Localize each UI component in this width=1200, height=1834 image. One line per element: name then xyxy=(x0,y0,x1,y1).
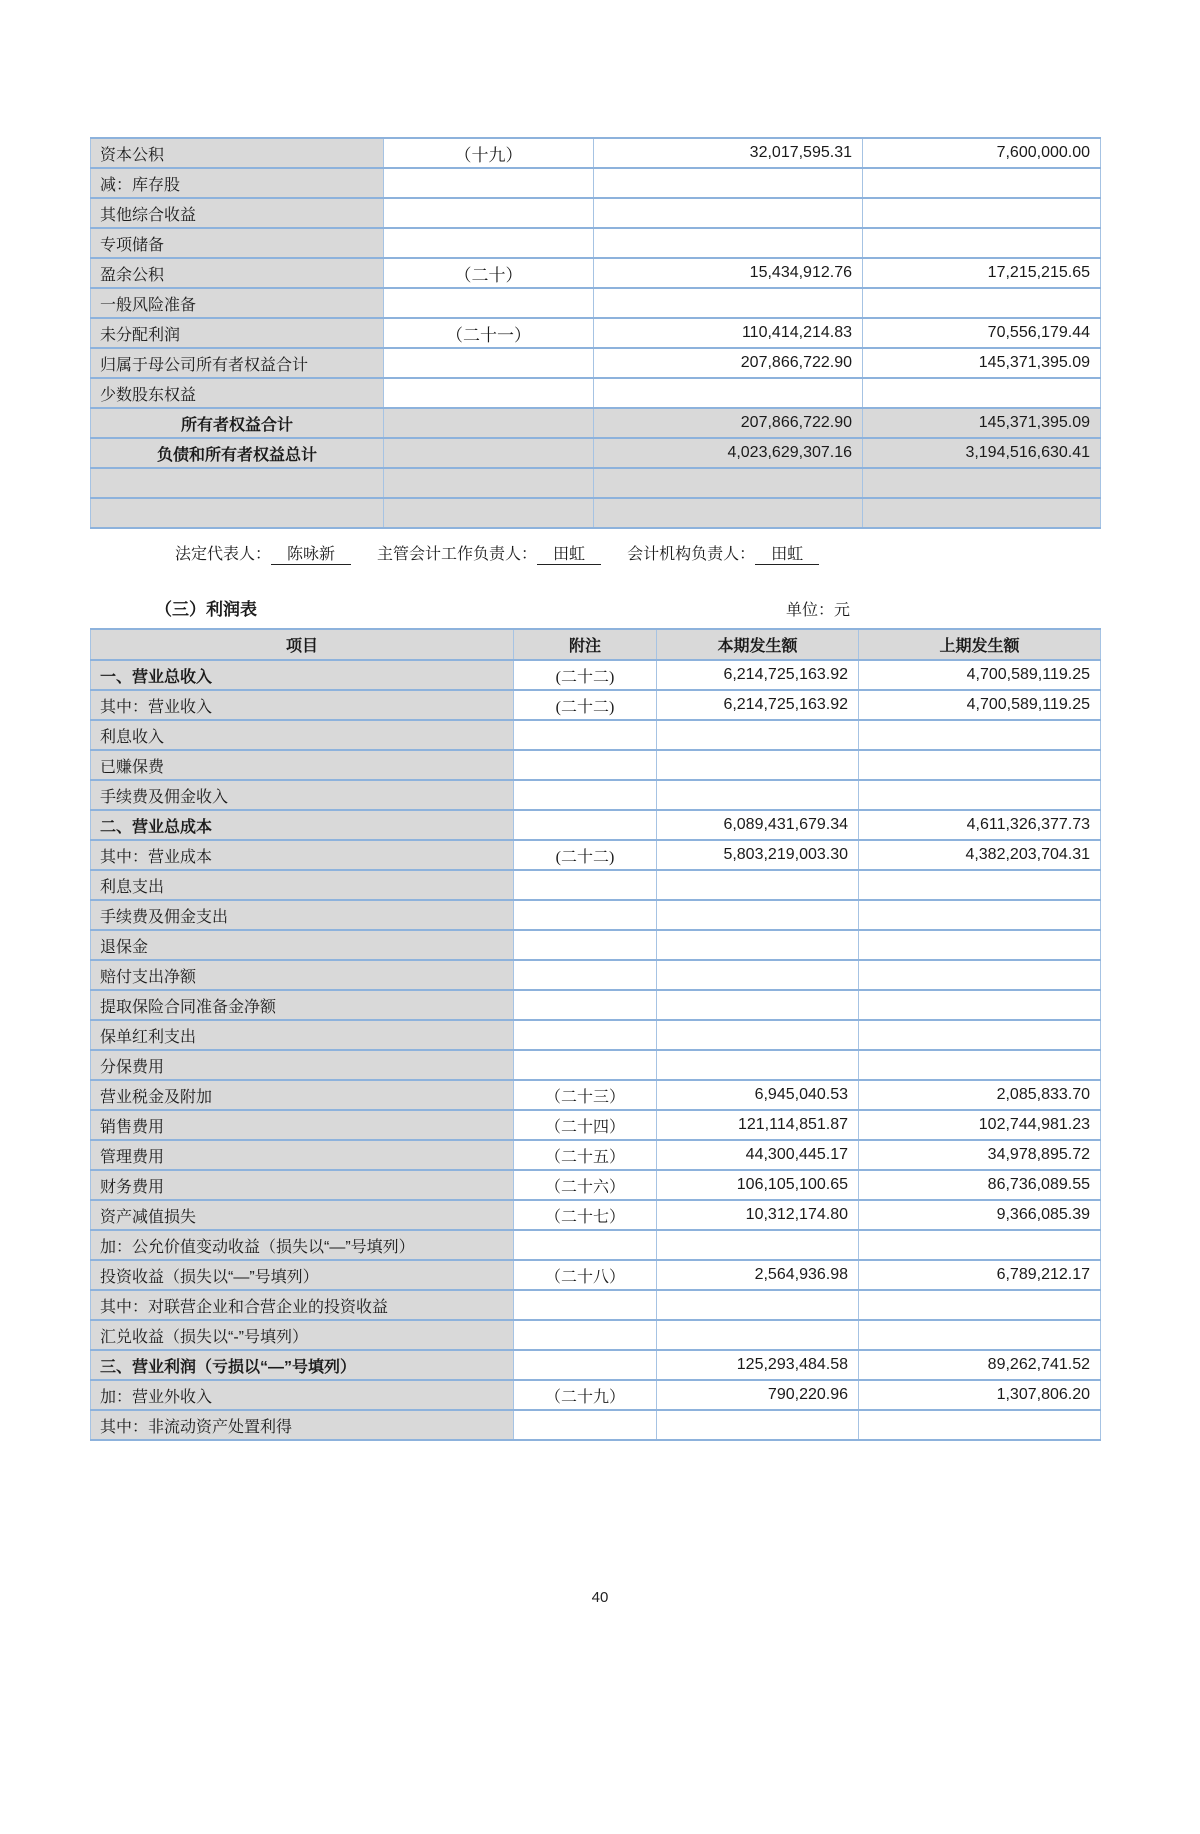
prior-amount-cell: 17,215,215.65 xyxy=(863,258,1101,288)
item-cell: 少数股东权益 xyxy=(91,378,384,408)
table-row xyxy=(91,1020,1101,1050)
current-amount-cell: 110,414,214.83 xyxy=(594,318,863,348)
item-cell: 利息支出 xyxy=(91,870,514,900)
prior-amount-cell: 102,744,981.23 xyxy=(859,1110,1101,1140)
current-amount-cell xyxy=(657,1050,859,1080)
table-row xyxy=(91,960,1101,990)
note-cell: （二十七） xyxy=(514,1200,657,1230)
signature-name: 田虹 xyxy=(755,541,819,565)
item-cell: 提取保险合同准备金净额 xyxy=(91,990,514,1020)
prior-amount-cell: 4,382,203,704.31 xyxy=(859,840,1101,870)
prior-amount-cell xyxy=(863,228,1101,258)
prior-amount-cell: 4,611,326,377.73 xyxy=(859,810,1101,840)
table-row xyxy=(91,1110,1101,1140)
note-cell xyxy=(384,498,594,528)
table-row xyxy=(91,870,1101,900)
item-cell: 资产减值损失 xyxy=(91,1200,514,1230)
table-row xyxy=(91,1170,1101,1200)
note-cell xyxy=(514,1230,657,1260)
item-cell: 二、营业总成本 xyxy=(91,810,514,840)
prior-amount-cell: 34,978,895.72 xyxy=(859,1140,1101,1170)
current-amount-cell: 790,220.96 xyxy=(657,1380,859,1410)
current-amount-cell xyxy=(657,990,859,1020)
prior-amount-cell: 7,600,000.00 xyxy=(863,138,1101,168)
table-row xyxy=(91,1320,1101,1350)
table-row xyxy=(91,690,1101,720)
prior-amount-cell xyxy=(859,1230,1101,1260)
current-amount-cell: 5,803,219,003.30 xyxy=(657,840,859,870)
prior-amount-cell: 86,736,089.55 xyxy=(859,1170,1101,1200)
prior-amount-cell xyxy=(863,288,1101,318)
note-cell: (二十二) xyxy=(514,660,657,690)
table-row xyxy=(91,258,1101,288)
item-cell: 未分配利润 xyxy=(91,318,384,348)
prior-amount-cell xyxy=(859,720,1101,750)
table-row xyxy=(91,318,1101,348)
item-cell: 管理费用 xyxy=(91,1140,514,1170)
table-row xyxy=(91,900,1101,930)
item-cell: 其中：非流动资产处置利得 xyxy=(91,1410,514,1440)
current-amount-cell xyxy=(657,960,859,990)
current-amount-cell: 6,945,040.53 xyxy=(657,1080,859,1110)
prior-amount-cell: 3,194,516,630.41 xyxy=(863,438,1101,468)
item-cell: 分保费用 xyxy=(91,1050,514,1080)
note-cell xyxy=(514,1050,657,1080)
prior-amount-cell: 145,371,395.09 xyxy=(863,408,1101,438)
prior-amount-cell xyxy=(859,1320,1101,1350)
income-statement-header-row xyxy=(90,595,1100,620)
current-amount-cell: 4,023,629,307.16 xyxy=(594,438,863,468)
item-cell: 减：库存股 xyxy=(91,168,384,198)
item-cell: 加：公允价值变动收益（损失以“—”号填列） xyxy=(91,1230,514,1260)
note-cell xyxy=(514,780,657,810)
signature-name: 田虹 xyxy=(537,541,601,565)
current-amount-cell: 6,089,431,679.34 xyxy=(657,810,859,840)
note-cell xyxy=(514,1320,657,1350)
item-cell: 归属于母公司所有者权益合计 xyxy=(91,348,384,378)
prior-amount-cell xyxy=(859,1290,1101,1320)
current-amount-cell: 121,114,851.87 xyxy=(657,1110,859,1140)
note-cell: （二十六） xyxy=(514,1170,657,1200)
note-cell xyxy=(384,198,594,228)
table-row xyxy=(91,1410,1101,1440)
note-cell: （十九） xyxy=(384,138,594,168)
signature-label: 法定代表人： xyxy=(175,546,272,563)
current-amount-cell xyxy=(594,198,863,228)
item-cell: 利息收入 xyxy=(91,720,514,750)
prior-amount-cell xyxy=(859,780,1101,810)
note-cell xyxy=(384,168,594,198)
note-cell xyxy=(514,960,657,990)
note-cell xyxy=(514,870,657,900)
current-amount-cell xyxy=(657,1020,859,1050)
item-cell: 其中：对联营企业和合营企业的投资收益 xyxy=(91,1290,514,1320)
item-cell: 盈余公积 xyxy=(91,258,384,288)
prior-amount-cell xyxy=(863,198,1101,228)
note-cell: （二十九） xyxy=(514,1380,657,1410)
table-row xyxy=(91,228,1101,258)
current-amount-cell: 15,434,912.76 xyxy=(594,258,863,288)
note-cell: (二十二) xyxy=(514,690,657,720)
prior-amount-cell: 4,700,589,119.25 xyxy=(859,690,1101,720)
current-amount-cell: 207,866,722.90 xyxy=(594,348,863,378)
table-row xyxy=(91,1140,1101,1170)
item-cell xyxy=(91,468,384,498)
balance-sheet-table xyxy=(90,137,1101,529)
current-amount-cell xyxy=(594,468,863,498)
note-cell xyxy=(384,468,594,498)
note-cell: （二十） xyxy=(384,258,594,288)
prior-amount-cell xyxy=(859,1410,1101,1440)
table-row xyxy=(91,408,1101,438)
prior-amount-cell xyxy=(859,1020,1101,1050)
prior-amount-cell xyxy=(863,498,1101,528)
signature-label: 会计机构负责人： xyxy=(627,546,756,563)
current-amount-cell: 207,866,722.90 xyxy=(594,408,863,438)
note-cell xyxy=(514,720,657,750)
prior-amount-cell xyxy=(863,168,1101,198)
current-amount-cell xyxy=(657,1410,859,1440)
item-cell: 销售费用 xyxy=(91,1110,514,1140)
note-cell xyxy=(514,900,657,930)
prior-amount-cell: 6,789,212.17 xyxy=(859,1260,1101,1290)
table-row xyxy=(91,1200,1101,1230)
item-cell: 资本公积 xyxy=(91,138,384,168)
note-cell: （二十一） xyxy=(384,318,594,348)
accounting-department-head xyxy=(627,541,819,565)
table-row xyxy=(91,930,1101,960)
note-cell: （二十三） xyxy=(514,1080,657,1110)
item-cell: 一般风险准备 xyxy=(91,288,384,318)
current-amount-cell: 2,564,936.98 xyxy=(657,1260,859,1290)
note-cell xyxy=(514,750,657,780)
current-amount-cell: 6,214,725,163.92 xyxy=(657,690,859,720)
column-header: 本期发生额 xyxy=(657,629,859,660)
prior-amount-cell: 1,307,806.20 xyxy=(859,1380,1101,1410)
current-amount-cell: 106,105,100.65 xyxy=(657,1170,859,1200)
item-cell: 其他综合收益 xyxy=(91,198,384,228)
prior-amount-cell: 89,262,741.52 xyxy=(859,1350,1101,1380)
item-cell: 赔付支出净额 xyxy=(91,960,514,990)
prior-amount-cell xyxy=(859,930,1101,960)
table-row xyxy=(91,138,1101,168)
signature-name: 陈咏新 xyxy=(271,541,351,565)
table-row xyxy=(91,378,1101,408)
item-cell: 保单红利支出 xyxy=(91,1020,514,1050)
current-amount-cell xyxy=(594,168,863,198)
note-cell: （二十八） xyxy=(514,1260,657,1290)
income-header-row xyxy=(91,629,1101,660)
prior-amount-cell xyxy=(863,378,1101,408)
unit-label: 单位：元 xyxy=(785,602,850,619)
prior-amount-cell: 2,085,833.70 xyxy=(859,1080,1101,1110)
note-cell xyxy=(514,930,657,960)
current-amount-cell xyxy=(657,750,859,780)
note-cell xyxy=(514,810,657,840)
table-row xyxy=(91,1290,1101,1320)
current-amount-cell xyxy=(594,228,863,258)
current-amount-cell: 10,312,174.80 xyxy=(657,1200,859,1230)
item-cell: 三、营业利润（亏损以“—”号填列） xyxy=(91,1350,514,1380)
table-row xyxy=(91,438,1101,468)
item-cell: 专项储备 xyxy=(91,228,384,258)
prior-amount-cell xyxy=(859,870,1101,900)
table-row xyxy=(91,1230,1101,1260)
table-row xyxy=(91,1350,1101,1380)
table-row xyxy=(91,1050,1101,1080)
note-cell xyxy=(384,348,594,378)
item-cell: 退保金 xyxy=(91,930,514,960)
item-cell: 其中：营业成本 xyxy=(91,840,514,870)
prior-amount-cell xyxy=(859,960,1101,990)
current-amount-cell: 125,293,484.58 xyxy=(657,1350,859,1380)
current-amount-cell: 44,300,445.17 xyxy=(657,1140,859,1170)
note-cell xyxy=(514,1350,657,1380)
item-cell: 其中：营业收入 xyxy=(91,690,514,720)
prior-amount-cell xyxy=(859,750,1101,780)
note-cell: (二十二) xyxy=(514,840,657,870)
table-row xyxy=(91,1380,1101,1410)
chief-accountant xyxy=(377,541,601,565)
current-amount-cell xyxy=(594,288,863,318)
prior-amount-cell: 70,556,179.44 xyxy=(863,318,1101,348)
current-amount-cell xyxy=(657,930,859,960)
table-row xyxy=(91,348,1101,378)
document-page xyxy=(0,137,1200,1834)
prior-amount-cell xyxy=(859,900,1101,930)
item-cell: 投资收益（损失以“—”号填列） xyxy=(91,1260,514,1290)
note-cell: （二十五） xyxy=(514,1140,657,1170)
note-cell: （二十四） xyxy=(514,1110,657,1140)
note-cell xyxy=(384,378,594,408)
income-statement-table xyxy=(90,628,1101,1441)
note-cell xyxy=(514,1020,657,1050)
prior-amount-cell: 4,700,589,119.25 xyxy=(859,660,1101,690)
item-cell: 手续费及佣金收入 xyxy=(91,780,514,810)
item-cell: 所有者权益合计 xyxy=(91,408,384,438)
table-row xyxy=(91,198,1101,228)
current-amount-cell xyxy=(657,1290,859,1320)
note-cell xyxy=(384,228,594,258)
current-amount-cell: 6,214,725,163.92 xyxy=(657,660,859,690)
item-cell: 汇兑收益（损失以“-”号填列） xyxy=(91,1320,514,1350)
note-cell xyxy=(384,288,594,318)
prior-amount-cell xyxy=(859,1050,1101,1080)
table-row xyxy=(91,990,1101,1020)
prior-amount-cell: 9,366,085.39 xyxy=(859,1200,1101,1230)
item-cell xyxy=(91,498,384,528)
current-amount-cell xyxy=(594,378,863,408)
item-cell: 已赚保费 xyxy=(91,750,514,780)
income-statement-title: （三）利润表 xyxy=(155,600,257,619)
table-row xyxy=(91,780,1101,810)
item-cell: 一、营业总收入 xyxy=(91,660,514,690)
item-cell: 负债和所有者权益总计 xyxy=(91,438,384,468)
page-number: 40 xyxy=(591,1589,609,1606)
signature-line xyxy=(175,541,1200,565)
item-cell: 手续费及佣金支出 xyxy=(91,900,514,930)
note-cell xyxy=(514,1410,657,1440)
table-row xyxy=(91,840,1101,870)
signature-label: 主管会计工作负责人： xyxy=(377,546,538,563)
current-amount-cell xyxy=(657,870,859,900)
column-header: 上期发生额 xyxy=(859,629,1101,660)
column-header: 项目 xyxy=(91,629,514,660)
table-row xyxy=(91,468,1101,498)
column-header: 附注 xyxy=(514,629,657,660)
table-row xyxy=(91,660,1101,690)
item-cell: 营业税金及附加 xyxy=(91,1080,514,1110)
current-amount-cell xyxy=(657,1320,859,1350)
table-row xyxy=(91,810,1101,840)
note-cell xyxy=(514,1290,657,1320)
legal-representative xyxy=(175,541,351,565)
current-amount-cell xyxy=(594,498,863,528)
current-amount-cell: 32,017,595.31 xyxy=(594,138,863,168)
table-row xyxy=(91,1260,1101,1290)
note-cell xyxy=(514,990,657,1020)
table-row xyxy=(91,750,1101,780)
item-cell: 财务费用 xyxy=(91,1170,514,1200)
table-row xyxy=(91,1080,1101,1110)
prior-amount-cell xyxy=(859,990,1101,1020)
prior-amount-cell: 145,371,395.09 xyxy=(863,348,1101,378)
note-cell xyxy=(384,408,594,438)
table-row xyxy=(91,168,1101,198)
current-amount-cell xyxy=(657,900,859,930)
prior-amount-cell xyxy=(863,468,1101,498)
item-cell: 加：营业外收入 xyxy=(91,1380,514,1410)
table-row xyxy=(91,288,1101,318)
note-cell xyxy=(384,438,594,468)
table-row xyxy=(91,498,1101,528)
current-amount-cell xyxy=(657,720,859,750)
current-amount-cell xyxy=(657,780,859,810)
current-amount-cell xyxy=(657,1230,859,1260)
table-row xyxy=(91,720,1101,750)
